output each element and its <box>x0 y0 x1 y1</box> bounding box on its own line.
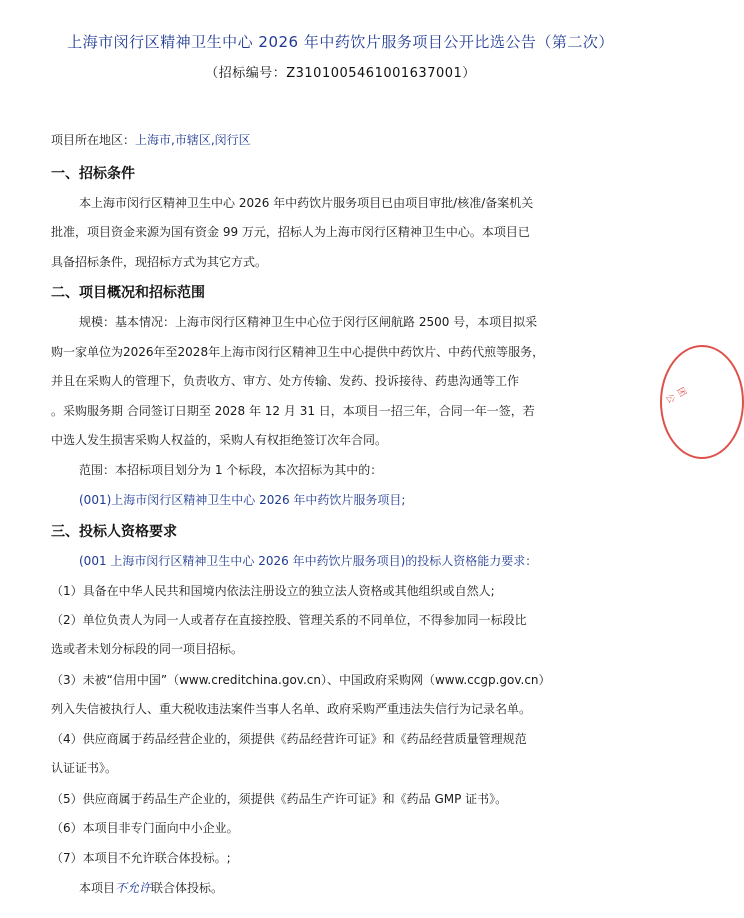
qualification-item: （7）本项目不允许联合体投标。; <box>51 851 231 865</box>
qualification-item: （6）本项目非专门面向中小企业。 <box>51 821 239 835</box>
region-value: 上海市,市辖区,闵行区 <box>135 133 251 147</box>
qualification-intro: (001 上海市闵行区精神卫生中心 2026 年中药饮片服务项目)的投标人资格能力要求： <box>79 554 538 568</box>
consortium-value: 不允许 <box>115 881 152 895</box>
qualification-item: （5）供应商属于药品生产企业的，须提供《药品生产许可证》和《药品 GMP 证书》。 <box>51 792 508 806</box>
section-heading-1: 一、招标条件 <box>51 166 135 182</box>
region-label: 项目所在地区： <box>51 133 136 147</box>
qualification-item: 列入失信被执行人、重大税收违法案件当事人名单、政府采购严重违法失信行为记录名单。 <box>51 702 532 716</box>
scale-line: 购一家单位为2026年至2028年上海市闵行区精神卫生中心提供中药饮片、中药代煎等服务， <box>51 345 545 359</box>
qualification-item: 认证证书》。 <box>51 761 118 775</box>
scale-line: 规模：基本情况：上海市闵行区精神卫生中心位于闵行区闸航路 2500 号，本项目拟采 <box>79 315 538 329</box>
scale-line: 并且在采购人的管理下，负责收方、审方、处方传输、发药、投诉接待、药患沟通等工作 <box>51 374 520 388</box>
qualification-item: 选或者未划分标段的同一项目招标。 <box>51 642 244 656</box>
section1-line: 批准，项目资金来源为国有资金 99 万元，招标人为上海市闵行区精神卫生中心。本项目已 <box>51 225 530 239</box>
section1-line: 具备招标条件，现招标方式为其它方式。 <box>51 255 268 269</box>
consortium-note <box>79 880 223 896</box>
consortium-prefix: 本项目 <box>79 881 116 895</box>
range-line: 范围：本招标项目划分为 1 个标段，本次招标为其中的： <box>79 463 383 477</box>
qualification-item: （3）未被“信用中国”（www.creditchina.gov.cn）、中国政府采购网（www.ccgp.gov.cn） <box>51 673 551 687</box>
section1-line: 本上海市闵行区精神卫生中心 2026 年中药饮片服务项目已由项目审批/核准/备案机关 <box>79 196 534 210</box>
project-region <box>51 132 251 148</box>
seal-text: 团 公 <box>662 386 688 406</box>
qualification-item: （2）单位负责人为同一人或者存在直接控股、管理关系的不同单位，不得参加同一标段比 <box>51 613 527 627</box>
qualification-item: （1）具备在中华人民共和国境内依法注册设立的独立法人资格或其他组织或自然人; <box>51 584 495 598</box>
consortium-suffix: 联合体投标。 <box>151 881 224 895</box>
tender-number: （招标编号：Z3101005461001637001） <box>205 66 476 81</box>
scale-line: 中选人发生损害采购人权益的，采购人有权拒绝签订次年合同。 <box>51 433 388 447</box>
section-heading-3: 三、投标人资格要求 <box>51 524 177 540</box>
qualification-item: （4）供应商属于药品经营企业的，须提供《药品经营许可证》和《药品经营质量管理规范 <box>51 732 527 746</box>
lot-line: (001)上海市闵行区精神卫生中心 2026 年中药饮片服务项目; <box>79 493 406 507</box>
document-title: 上海市闵行区精神卫生中心 2026 年中药饮片服务项目公开比选公告（第二次） <box>67 33 614 51</box>
section-heading-2: 二、项目概况和招标范围 <box>51 285 205 301</box>
scale-line: 。采购服务期 合同签订日期至 2028 年 12 月 31 日，本项目一招三年，合同一年一签，若 <box>51 404 535 418</box>
